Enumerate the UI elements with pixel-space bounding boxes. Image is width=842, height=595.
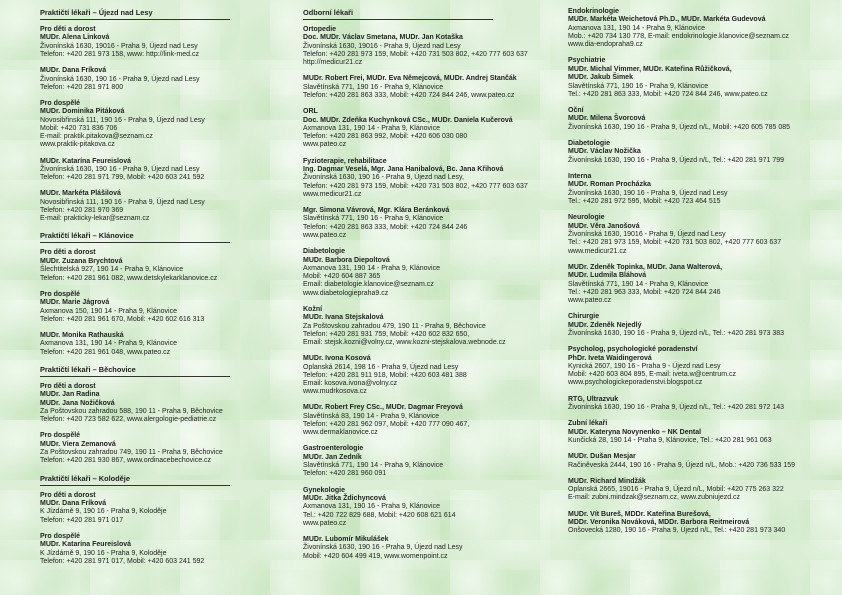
doctor-entry [40,500,262,525]
doctor-entry [40,541,262,566]
category-heading: ORL [303,108,318,116]
doctor-entry [303,355,558,396]
contact-line: Telefon: +420 281 863 992, Mobil: +420 606 030 080 [303,133,468,141]
doctor-name: MUDr. Kateryna Novynenko – NK Dental [568,428,702,436]
category-heading: Interna [568,173,592,181]
category-heading: Pro děti a dorost [40,26,96,33]
doctor-name: MUDr. Vít Bureš, MDDr. Kateřina Burešová, MDDr. Veronika Nováková, MDDr. Barbora Reitmeirová [568,510,750,527]
contact-line: Mobil: +420 731 836 706 [40,125,118,133]
section [40,231,262,356]
category-heading: Psycholog, psychologické poradenství [568,346,698,354]
category-group [568,8,828,49]
doctor-name: MUDr. Věra Janošová [568,222,640,230]
category-group [303,26,558,100]
doctor-entry [303,75,558,100]
contact-line: Mobil: +420 604 887 365 [303,273,381,281]
doctor-name: MUDr. Jitka Ždichyncová [303,495,386,502]
category-group [303,487,558,561]
doctor-name: MUDr. Roman Procházka [568,181,651,189]
doctor-name: MUDr. Ivana Stejskalová [303,314,384,322]
contact-line: Email: stejsk.kozni@volny.cz, www.kozni-stejskalova.webnode.cz [303,338,506,346]
contact-line: Živonínská 1630, 190 16 - Praha 9, Újezd n/L, Tel.: +420 281 972 143 [568,403,785,411]
contact-line: Tel.: +420 722 829 688, Mobil: +420 608 621 614 [303,511,456,519]
category-heading: Pro děti a dorost [40,491,96,499]
contact-line: Živonínská 1630, 190 16 - Praha 9, Újezd n/L, Tel.: +420 281 973 383 [568,329,785,337]
doctor-name: MUDr. Michal Vimmer, MUDr. Kateřina Růžičková, MUDr. Jakub Šimek [568,65,732,82]
doctor-name: MUDr. Katarína Feureislová [40,157,132,165]
contact-line: Telefon: +420 281 962 097, Mobil: +420 777 090 467, [303,420,470,428]
doctor-entry [568,148,828,165]
contact-line: Telefon: +420 281 911 918, Mobil: +420 603 481 388 [303,371,467,379]
doctor-entry [303,257,558,298]
category-heading: Kožní [303,305,323,313]
doctor-name: MUDr. Václav Nožička [568,148,641,156]
contact-line: Za Poštovskou zahradou 749, 190 11 - Praha 9, Běchovice [40,449,223,457]
doctor-entry [40,441,262,466]
contact-line: Telefon: +420 281 863 333, Mobil: +420 724 844 246, www.pateo.cz [303,92,515,100]
category-group [303,108,558,149]
doctor-name: Ing. Dagmar Veselá, Mgr. Jana Hanibalová, Bc. Jana Křihová [303,166,504,174]
category-group [568,346,828,387]
category-group [40,291,262,357]
category-group [568,173,828,206]
contact-line: www.pateo.cz [303,231,347,239]
doctor-name: MUDr. Dominika Pitáková [40,108,125,116]
category-heading: Pro dospělé [40,532,81,540]
contact-line: Telefon: +420 281 971 800 [40,83,124,91]
contact-line: Račiněveská 2444, 190 16 - Praha 9, Újezd n/L, Mob.: +420 736 533 159 [568,461,796,469]
contact-line: Telefon: +420 281 961 670, Mobil: +420 602 616 313 [40,315,205,323]
contact-line: www.pateo.cz [303,141,347,149]
doctor-entry [568,223,828,256]
contact-line: www.praktik-pitakova.cz [40,141,115,149]
doctor-entry [40,158,262,183]
doctor-name: Doc. MUDr. Václav Smetana, MUDr. Jan Kotaška [303,34,463,42]
doctor-entry [303,454,558,479]
category-group [568,214,828,305]
contact-line: Živonínská 1630, 190 16 - Praha 9, Újezd nad Lesy [40,75,200,83]
doctor-name: MUDr. Marie Jágrová [40,299,110,307]
doctor-name: MUDr. Robert Frei, MUDr. Eva Němejcová, MUDr. Andrej Stančák [303,75,517,83]
contact-line: Email: kosova.ivona@volny.cz [303,379,398,387]
category-group [568,420,828,535]
section [40,474,262,566]
doctor-entry [303,207,558,240]
category-heading: RTG, Ultrazvuk [568,395,619,403]
contact-line: Živonínská 1630, 190 16 - Praha 9, Újezd nad Lesy, [303,174,464,182]
doctor-name: MUDr. Markéta Weichetová Ph.D., MUDr. Markéta Gudevová [568,16,766,24]
contact-line: Kunčická 28, 190 14 - Praha 9, Klánovice, Tel.: +420 281 961 063 [568,437,772,444]
contact-line: www.psychologickeporadenstvi.blogspot.cz [568,379,703,387]
contact-line: Tel.: +420 281 973 159, Mobil: +420 731 503 802, +420 777 603 637 [568,239,782,247]
doctor-entry [568,478,828,503]
contact-line: Mobil: +420 603 804 895, E-mail: iveta.w@centrum.cz [568,371,736,379]
contact-line: Živonínská 1630, 190 16 - Praha 9, Újezd nad Lesy [40,166,200,174]
contact-line: www.dermaklanovice.cz [303,429,378,437]
category-group [303,445,558,478]
category-heading: Zubní lékaři [568,420,608,428]
doctor-entry [40,67,262,92]
category-group [568,57,828,99]
section [568,8,828,536]
contact-line: Tel.: +420 281 972 595, Mobil: +420 723 464 515 [568,198,721,206]
category-group [40,432,262,465]
doctor-entry [568,181,828,206]
contact-line: Telefon: +420 281 973 158, www: http://link-med.cz [40,51,199,59]
doctor-entry [303,495,558,528]
column-general-practitioners [40,8,262,574]
category-heading: Gastroenterologie [303,445,364,453]
contact-line: Slavětínská 771, 190 16 - Praha 9, Klánovice [568,82,709,90]
category-group [40,249,262,282]
section [40,365,262,466]
contact-line: Živonínská 1630, 190 16 - Praha 9, Újezd nad Lesy [568,189,728,197]
contact-line: Onšovecká 1280, 190 16 - Praha 9, Újezd n/L, Tel.: +420 281 973 340 [568,527,786,535]
contact-line: Za Poštovskou zahradou 588, 190 11 - Praha 9, Běchovice [40,407,223,415]
doctor-name: Doc. MUDr. Zdeňka Kuchynková CSc., MUDr. Daniela Kučerová [303,116,513,124]
doctor-name: MUDr. Zdeněk Nejedlý [568,321,642,329]
doctor-name: MUDr. Alena Linková [40,34,110,42]
section [303,8,558,561]
doctor-entry [303,314,558,347]
contact-line: Axmanova 131, 190 16 - Praha 9, Klánovice [303,503,440,511]
contact-line: Telefon: +420 281 961 082, www.detskylekarklanovice.cz [40,274,218,282]
contact-line: K Jízdárně 9, 190 16 - Praha 9, Koloděje [40,549,167,557]
category-group [40,100,262,223]
doctor-entry [568,355,828,388]
category-heading: Psychiatrie [568,57,606,65]
contact-line: www.medicur21.cz [568,247,627,255]
contact-line: Oplanská 2665, 19016 - Praha 9, Újezd n/L, Mobil: +420 775 263 322 [568,486,784,494]
doctor-entry [40,108,262,149]
contact-line: E-mail: zubni.mindzak@seznam.cz, www.zubniujezd.cz [568,494,741,502]
doctor-name: MUDr. Dana Fríková [40,499,107,507]
doctor-entry [40,299,262,324]
contact-line: Axmanova 150, 190 14 - Praha 9, Klánovice [40,307,177,315]
doctor-entry [40,190,262,223]
contact-line: www.diabetologiepraha9.cz [303,289,389,297]
doctor-entry [568,66,828,99]
doctor-entry [303,166,558,199]
category-heading: Fyzioterapie, rehabilitace [303,157,387,165]
contact-line: Telefon: +420 281 931 759, Mobil: +420 602 832 650, [303,330,470,338]
contact-line: www.dia-endopraha9.cz [568,41,643,49]
category-group [40,533,262,566]
contact-line: Axmanova 131, 190 14 - Praha 9, Klánovice [303,264,440,272]
contact-line: Axmanova 131, 190 14 - Praha 9, Klánovice [568,24,705,32]
category-group [40,492,262,525]
doctor-entry [568,16,828,49]
doctor-entry [303,34,558,67]
section [40,8,262,223]
contact-line: Telefon: +420 281 930 867, www.ordinacebechovice.cz [40,457,212,465]
doctor-entry [568,453,828,470]
category-heading: Neurologie [568,214,605,222]
contact-line: Slavětínská 83, 190 14 - Praha 9, Klánovice [303,412,440,420]
category-group [303,248,558,298]
category-heading: Diabetologie [568,140,611,148]
category-heading: Pro dospělé [40,290,81,298]
doctor-name: MUDr. Ivona Kosová [303,355,371,363]
contact-line: www.medicur21.cz [303,190,362,198]
doctor-entry [40,391,262,424]
contact-line: Šlechtitelská 927, 190 14 - Praha 9, Klánovice [40,266,184,274]
doctor-name: MUDr. Dana Fríková [40,67,107,75]
doctor-entry [303,536,558,561]
category-heading: Pro děti a dorost [40,249,96,257]
contact-line: Tel.: +420 281 963 333, Mobil: +420 724 844 246 [568,288,721,296]
column-specialists [303,8,558,569]
section-title: Odborní lékaři [303,8,493,20]
doctor-entry [568,429,828,446]
contact-line: Telefon: +420 281 863 333, Mobil: +420 724 844 246 [303,223,468,231]
category-heading: Pro dospělé [40,100,81,108]
contact-line: Živonínská 1630, 190 16 - Praha 9, Újezd n/L, Tel.: +420 281 971 799 [568,156,785,164]
category-heading: Ortopedie [303,26,337,33]
doctor-name: Mgr. Simona Vávrová, Mgr. Klára Beránková [303,207,450,215]
doctor-entry [568,404,828,412]
contact-line: Axmanova 131, 190 14 - Praha 9, Klánovice [40,340,177,348]
contact-line: Tel.: +420 281 863 333, Mobil: +420 724 844 246, www.pateo.cz [568,90,768,98]
section-title: Praktičtí lékaři – Klánovice [40,231,230,243]
category-group [303,306,558,438]
contact-line: Telefon: +420 281 973 159, Mobil: +420 731 503 802, +420 777 603 637 [303,182,528,190]
contact-line: Slavětínská 771, 190 14 - Praha 9, Klánovice [303,462,444,470]
doctor-entry [40,332,262,357]
section-title: Praktičtí lékaři – Běchovice [40,365,230,377]
doctor-entry [568,115,828,132]
contact-line: Slavětínská 771, 190 14 - Praha 9, Klánovice [568,280,709,288]
category-heading: Gynekologie [303,486,346,494]
contact-line: Slavětínská 771, 190 16 - Praha 9, Klánovice [303,83,444,91]
doctor-entry [40,258,262,283]
contact-line: www.pateo.cz [568,296,612,304]
doctor-name: MUDr. Lubomír Mikulášek [303,536,389,544]
doctor-name: MUDr. Katarína Feureislová [40,541,132,549]
category-heading: Chirurgie [568,313,600,321]
doctor-name: MUDr. Viera Zemanová [40,440,116,448]
contact-line: Slavětínská 771, 190 16 - Praha 9, Klánovice [303,215,444,223]
category-group [568,313,828,338]
contact-line: E-mail: prakticky-lekar@seznam.cz [40,215,150,223]
category-group [303,158,558,240]
category-group [568,140,828,165]
contact-line: Axmanova 131, 190 14 - Praha 9, Klánovice [303,125,440,133]
category-group [40,383,262,425]
doctor-entry [568,322,828,339]
doctor-name: MUDr. Barbora Diepoltová [303,256,390,264]
category-group [40,26,262,92]
contact-line: Telefon: +420 281 971 017, Mobil: +420 603 241 592 [40,557,205,565]
contact-line: http://medicur21.cz [303,59,363,67]
contact-line: Mob.: +420 734 130 778, E-mail: endokrinologie.klanovice@seznam.cz [568,33,789,41]
contact-line: Telefon: +420 723 582 622, www.alergologie-pediatrie.cz [40,416,217,424]
contact-line: Mobil: +420 604 499 419, www.womenpoint.cz [303,552,448,560]
doctor-entry [568,511,828,536]
section-title: Praktičtí lékaři – Koloděje [40,474,230,486]
contact-line: Telefon: +420 281 973 159, Mobil: +420 731 503 802, +420 777 603 637 [303,51,528,59]
category-heading: Oční [568,107,584,115]
doctor-name: MUDr. Robert Frey CSc., MUDr. Dagmar Freyová [303,404,463,412]
doctor-name: PhDr. Iveta Waidingerová [568,354,652,362]
contact-line: Za Poštovskou zahradou 479, 190 11 - Praha 9, Běchovice [303,322,486,330]
contact-line: E-mail: praktik.pitakova@seznam.cz [40,133,153,141]
category-heading: Pro dospělé [40,432,81,440]
category-heading: Pro děti a dorost [40,382,96,390]
doctor-name: MUDr. Jan Zedník [303,453,362,461]
doctor-entry [40,34,262,59]
contact-line: Živonínská 1630, 19016 - Praha 9, Újezd nad Lesy [40,42,198,50]
contact-line: Telefon: +420 281 960 091 [303,470,387,478]
doctor-name: MUDr. Zuzana Brychtová [40,257,123,265]
contact-line: Oplanská 2614, 198 16 - Praha 9, Újezd nad Lesy [303,363,459,371]
doctor-name: MUDr. Markéta Plášilová [40,190,121,198]
contact-line: Novosibřinská 111, 190 16 - Praha 9, Újezd nad Lesy [40,116,205,124]
contact-line: Živonínská 1630, 190 16 - Praha 9, Újezd n/L, Mobil: +420 605 785 085 [568,123,791,131]
doctor-name: MUDr. Zdeněk Topinka, MUDr. Jana Walterová, MUDr. Ludmila Bláhová [568,263,723,280]
doctor-entry [568,264,828,305]
category-heading: Endokrinologie [568,8,619,15]
contact-line: www.mudrkosova.cz [303,388,367,396]
contact-line: K Jízdárně 9, 190 16 - Praha 9, Koloděje [40,508,167,516]
category-group [568,396,828,413]
doctor-name: MUDr. Monika Rathauská [40,331,124,339]
contact-line: Telefon: +420 281 970 369 [40,207,124,215]
category-heading: Diabetologie [303,248,346,256]
doctor-entry [303,404,558,437]
doctor-name: MUDr. Richard Mindžák [568,477,646,485]
doctor-name: MUDr. Jan Radina MUDr. Jana Nožičková [40,391,115,407]
contact-line: Telefon: +420 281 971 799, Mobil: +420 603 241 592 [40,174,205,182]
contact-line: Živonínská 1630, 19016 - Praha 9, Újezd nad Lesy [568,231,726,239]
contact-line: Kynická 2607, 190 16 - Praha 9 - Újezd nad Lesy [568,362,721,370]
contact-line: Živonínská 1630, 190 16 - Praha 9, Újezd nad Lesy [303,544,463,552]
contact-line: Živonínská 1630, 19016 - Praha 9, Újezd nad Lesy [303,42,461,50]
category-group [568,107,828,132]
doctor-name: MUDr. Milena Švorcová [568,115,646,123]
contact-line: Email: diabetologie.klanovice@seznam.cz [303,281,434,289]
column-specialists-continued [568,8,828,544]
doctor-name: MUDr. Dušan Mesjar [568,453,636,461]
contact-line: Telefon: +420 281 971 017 [40,516,124,524]
section-title: Praktičtí lékaři – Újezd nad Lesy [40,8,230,20]
contact-line: www.pateo.cz [303,519,347,527]
contact-line: Novosibřinská 111, 190 16 - Praha 9, Újezd nad Lesy [40,198,205,206]
contact-line: Telefon: +420 281 961 048, www.pateo.cz [40,348,171,356]
doctor-entry [303,117,558,150]
